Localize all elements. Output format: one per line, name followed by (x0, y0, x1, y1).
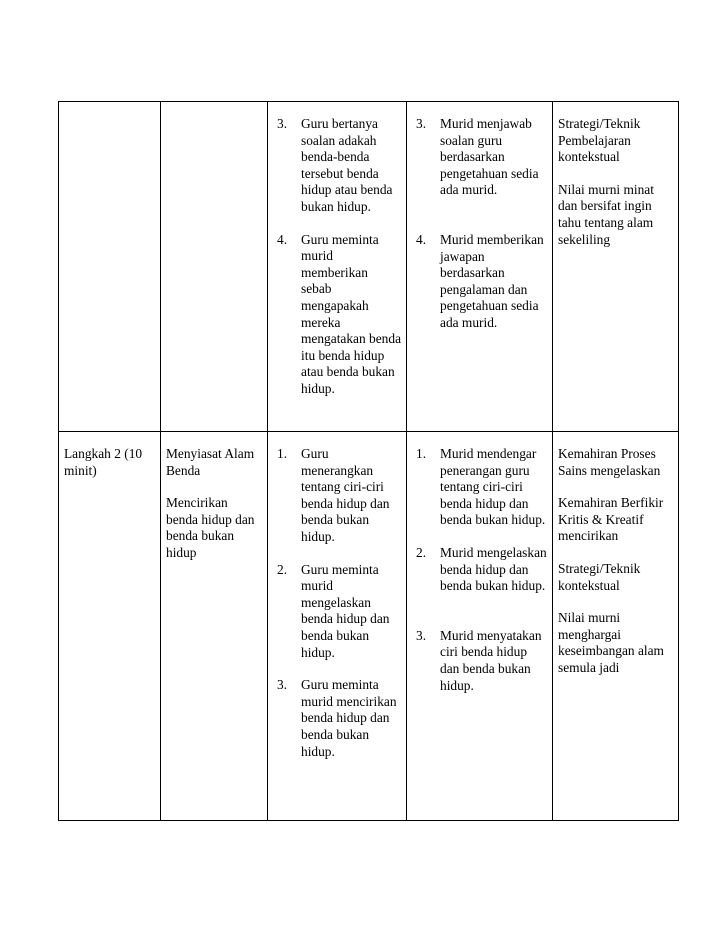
activity-desc: Mencirikan benda hidup dan benda bukan hidup (166, 495, 255, 560)
note-text: Kemahiran Berfikir Kritis & Kreatif mencirikan (558, 495, 664, 544)
list-item: 1. Guru menerangkan tentang ciri-ciri benda hidup dan benda bukan hidup. (277, 446, 390, 544)
list-item: 3. Guru bertanya soalan adakah benda-benda tersebut benda hidup atau benda bukan hidup. (277, 116, 393, 214)
aktiviti-cell (161, 102, 268, 432)
langkah-cell (59, 102, 161, 432)
note-text: Kemahiran Proses Sains mengelaskan (558, 446, 661, 478)
guru-activity-cell (268, 102, 407, 432)
langkah-cell (59, 432, 161, 821)
step-label: Langkah 2 (10 minit) (64, 446, 143, 478)
table-row (59, 102, 679, 432)
list-item: 2. Guru meminta murid mengelaskan benda hidup dan benda bukan hidup. (277, 561, 390, 660)
activity-title: Menyiasat Alam Benda (166, 446, 255, 478)
note-text: Nilai murni menghargai keseimbangan alam semula jadi (558, 610, 664, 675)
list-item: 1. Murid mendengar penerangan guru tentang ciri-ciri benda hidup dan benda bukan hidup. (416, 446, 546, 528)
murid-activity-cell (407, 102, 553, 432)
table-row (59, 432, 679, 821)
list-item: 2. Murid mengelaskan benda hidup dan benda bukan hidup. (416, 544, 547, 594)
lesson-plan-table (58, 101, 679, 821)
list-item: 3. Murid menjawab soalan guru berdasarkan pengetahuan sedia ada murid. (416, 116, 539, 198)
list-item: 3. Guru meminta murid mencirikan benda hidup dan benda bukan hidup. (277, 677, 397, 759)
guru-activity-cell (268, 432, 407, 821)
note-text: Nilai murni minat dan bersifat ingin tahu tentang alam sekeliling (558, 181, 654, 247)
catatan-cell (553, 432, 679, 821)
aktiviti-cell (161, 432, 268, 821)
list-item: 3. Murid menyatakan ciri benda hidup dan benda bukan hidup. (416, 627, 542, 693)
murid-activity-cell (407, 432, 553, 821)
list-item: 4. Murid memberikan jawapan berdasarkan pengalaman dan pengetahuan sedia ada murid. (416, 231, 544, 330)
catatan-cell (553, 102, 679, 432)
note-text: Strategi/Teknik kontekstual (558, 560, 641, 593)
note-text: Strategi/Teknik Pembelajaran kontekstual (558, 116, 641, 165)
list-item: 4. Guru meminta murid memberikan sebab mengapakah mereka mengatakan benda itu benda hidup atau benda bukan hidup. (277, 231, 402, 396)
